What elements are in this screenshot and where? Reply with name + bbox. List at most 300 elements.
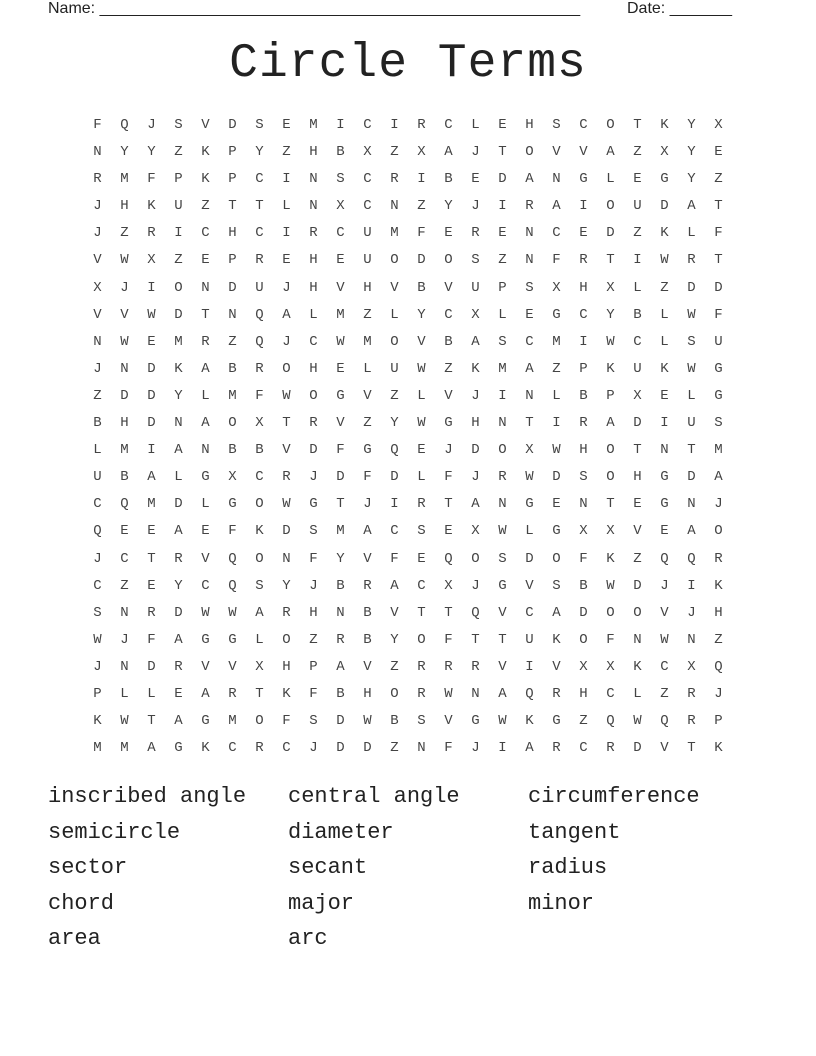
- grid-letter: D: [174, 496, 183, 513]
- grid-letter: F: [444, 740, 453, 757]
- grid-letter: C: [525, 333, 534, 350]
- grid-letter: V: [633, 523, 642, 540]
- grid-letter: W: [606, 333, 615, 350]
- grid-letter: U: [93, 469, 102, 486]
- word-bank-item: circumference: [528, 784, 700, 809]
- grid-letter: T: [714, 252, 723, 269]
- grid-letter: D: [147, 415, 156, 432]
- grid-letter: O: [606, 117, 615, 133]
- grid-letter: C: [606, 685, 615, 702]
- grid-letter: X: [660, 144, 669, 161]
- grid-letter: C: [633, 333, 642, 350]
- grid-letter: A: [282, 306, 291, 323]
- grid-letter: Q: [255, 333, 264, 350]
- grid-letter: N: [471, 685, 480, 702]
- grid-letter: I: [687, 577, 696, 594]
- grid-letter: O: [282, 360, 291, 377]
- grid-letter: H: [228, 225, 237, 242]
- grid-letter: D: [147, 387, 156, 404]
- grid-letter: K: [255, 523, 264, 540]
- grid-letter: C: [282, 740, 291, 757]
- grid-letter: L: [282, 198, 291, 215]
- grid-letter: G: [552, 306, 561, 323]
- grid-letter: H: [309, 144, 318, 161]
- grid-letter: J: [471, 387, 480, 404]
- grid-letter: R: [552, 740, 561, 757]
- grid-letter: B: [228, 360, 237, 377]
- grid-letter: L: [552, 387, 561, 404]
- grid-letter: N: [498, 496, 507, 513]
- grid-letter: V: [525, 577, 534, 594]
- grid-letter: C: [363, 198, 372, 215]
- grid-letter: O: [255, 496, 264, 513]
- grid-letter: G: [714, 360, 723, 377]
- grid-letter: D: [336, 740, 345, 757]
- grid-letter: L: [498, 306, 507, 323]
- grid-letter: S: [309, 713, 318, 730]
- grid-letter: G: [660, 496, 669, 513]
- grid-letter: L: [417, 387, 426, 404]
- grid-letter: N: [660, 442, 669, 459]
- grid-letter: P: [174, 171, 183, 188]
- grid-letter: Z: [390, 144, 399, 161]
- grid-letter: F: [714, 225, 723, 242]
- grid-letter: A: [525, 740, 534, 757]
- grid-letter: Q: [93, 523, 102, 540]
- grid-letter: L: [363, 360, 372, 377]
- grid-letter: D: [147, 658, 156, 675]
- grid-letter: M: [120, 171, 129, 188]
- grid-letter: Z: [390, 387, 399, 404]
- grid-letter: Q: [120, 496, 129, 513]
- grid-letter: P: [228, 171, 237, 188]
- grid-row: [84, 139, 732, 166]
- grid-letter: L: [687, 387, 696, 404]
- grid-letter: R: [174, 658, 183, 675]
- grid-letter: Q: [714, 658, 723, 675]
- grid-letter: I: [552, 415, 561, 432]
- grid-letter: N: [309, 171, 318, 188]
- grid-letter: C: [579, 117, 588, 133]
- grid-letter: R: [336, 631, 345, 648]
- grid-letter: Y: [336, 550, 345, 567]
- grid-letter: K: [660, 117, 669, 133]
- grid-letter: A: [390, 577, 399, 594]
- word-bank-item: secant: [288, 855, 368, 880]
- grid-letter: J: [471, 740, 480, 757]
- grid-letter: R: [444, 658, 453, 675]
- grid-letter: I: [147, 442, 156, 459]
- grid-letter: L: [390, 306, 399, 323]
- grid-letter: K: [174, 360, 183, 377]
- grid-letter: X: [606, 279, 615, 296]
- grid-letter: H: [579, 685, 588, 702]
- grid-row: [84, 491, 732, 518]
- grid-letter: H: [363, 279, 372, 296]
- grid-letter: O: [714, 523, 723, 540]
- grid-letter: V: [228, 658, 237, 675]
- grid-letter: R: [201, 333, 210, 350]
- grid-letter: I: [525, 658, 534, 675]
- grid-letter: O: [606, 469, 615, 486]
- grid-letter: E: [444, 523, 453, 540]
- grid-letter: P: [93, 685, 102, 702]
- grid-letter: K: [660, 225, 669, 242]
- grid-letter: W: [120, 252, 129, 269]
- grid-letter: S: [498, 550, 507, 567]
- grid-letter: O: [255, 550, 264, 567]
- grid-letter: T: [444, 604, 453, 621]
- grid-letter: G: [525, 496, 534, 513]
- grid-letter: Y: [174, 577, 183, 594]
- grid-letter: F: [417, 225, 426, 242]
- grid-letter: V: [579, 144, 588, 161]
- grid-letter: K: [633, 658, 642, 675]
- grid-letter: G: [309, 496, 318, 513]
- grid-letter: A: [336, 658, 345, 675]
- grid-letter: N: [525, 252, 534, 269]
- grid-letter: F: [444, 469, 453, 486]
- word-bank-item: semicircle: [48, 819, 181, 845]
- grid-letter: W: [498, 713, 507, 730]
- grid-letter: V: [444, 713, 453, 730]
- grid-letter: R: [228, 685, 237, 702]
- grid-letter: K: [471, 360, 480, 377]
- grid-letter: E: [282, 252, 291, 269]
- grid-letter: F: [309, 685, 318, 702]
- grid-letter: F: [606, 631, 615, 648]
- grid-letter: N: [552, 171, 561, 188]
- grid-letter: K: [147, 198, 156, 215]
- grid-letter: G: [201, 713, 210, 730]
- grid-letter: Q: [606, 713, 615, 730]
- grid-letter: C: [525, 604, 534, 621]
- grid-letter: E: [471, 171, 480, 188]
- grid-row: [84, 437, 732, 464]
- grid-letter: M: [120, 740, 129, 757]
- grid-row: [84, 247, 732, 274]
- grid-letter: K: [93, 713, 102, 730]
- grid-letter: Z: [120, 225, 129, 242]
- grid-letter: I: [147, 279, 156, 296]
- grid-letter: L: [255, 631, 264, 648]
- grid-letter: J: [93, 658, 102, 675]
- grid-letter: E: [579, 225, 588, 242]
- grid-letter: G: [444, 415, 453, 432]
- grid-letter: J: [120, 279, 129, 296]
- grid-letter: O: [228, 415, 237, 432]
- grid-letter: Z: [417, 198, 426, 215]
- word-bank-item: tangent: [528, 819, 621, 845]
- grid-letter: C: [255, 225, 264, 242]
- grid-letter: T: [417, 604, 426, 621]
- grid-letter: E: [417, 442, 426, 459]
- grid-letter: S: [174, 117, 183, 133]
- word-bank-item: central angle: [288, 784, 460, 809]
- grid-letter: Z: [633, 550, 642, 567]
- grid-letter: W: [120, 713, 129, 730]
- grid-row: [84, 654, 732, 681]
- grid-letter: D: [498, 171, 507, 188]
- grid-letter: A: [174, 713, 183, 730]
- grid-letter: L: [174, 469, 183, 486]
- grid-letter: X: [255, 658, 264, 675]
- grid-letter: B: [579, 387, 588, 404]
- grid-row: [84, 518, 732, 545]
- grid-letter: J: [471, 469, 480, 486]
- grid-letter: S: [552, 577, 561, 594]
- grid-letter: M: [228, 387, 237, 404]
- grid-letter: V: [552, 144, 561, 161]
- grid-letter: A: [471, 333, 480, 350]
- grid-letter: A: [498, 685, 507, 702]
- grid-letter: I: [579, 198, 588, 215]
- grid-letter: H: [579, 442, 588, 459]
- grid-letter: H: [309, 279, 318, 296]
- grid-letter: Z: [552, 360, 561, 377]
- grid-letter: X: [552, 279, 561, 296]
- grid-letter: K: [714, 740, 723, 757]
- grid-letter: N: [525, 225, 534, 242]
- grid-letter: E: [525, 306, 534, 323]
- grid-row: [84, 464, 732, 491]
- grid-letter: S: [255, 117, 264, 133]
- grid-letter: Z: [498, 252, 507, 269]
- grid-letter: W: [336, 333, 345, 350]
- grid-letter: T: [336, 496, 345, 513]
- word-bank-item: radius: [528, 855, 608, 880]
- grid-letter: A: [363, 523, 372, 540]
- grid-letter: S: [255, 577, 264, 594]
- grid-letter: E: [282, 117, 291, 133]
- grid-letter: L: [147, 685, 156, 702]
- grid-letter: H: [309, 360, 318, 377]
- grid-letter: Z: [120, 577, 129, 594]
- grid-letter: V: [660, 740, 669, 757]
- grid-letter: J: [120, 631, 129, 648]
- grid-row: [84, 681, 732, 708]
- grid-letter: J: [363, 496, 372, 513]
- grid-letter: J: [309, 469, 318, 486]
- grid-letter: G: [498, 577, 507, 594]
- grid-letter: E: [552, 496, 561, 513]
- grid-letter: L: [417, 469, 426, 486]
- grid-letter: Q: [228, 550, 237, 567]
- grid-row: [84, 302, 732, 329]
- grid-letter: W: [687, 360, 696, 377]
- grid-letter: O: [498, 442, 507, 459]
- grid-letter: R: [525, 198, 534, 215]
- grid-letter: B: [363, 604, 372, 621]
- grid-letter: P: [309, 658, 318, 675]
- grid-letter: X: [444, 577, 453, 594]
- grid-letter: Q: [390, 442, 399, 459]
- grid-letter: D: [525, 550, 534, 567]
- word-bank-item: arc: [288, 926, 328, 951]
- grid-letter: F: [228, 523, 237, 540]
- grid-letter: D: [147, 360, 156, 377]
- grid-row: [84, 573, 732, 600]
- grid-letter: J: [309, 740, 318, 757]
- grid-letter: T: [687, 740, 696, 757]
- grid-letter: Q: [525, 685, 534, 702]
- grid-letter: Q: [255, 306, 264, 323]
- grid-letter: Z: [93, 387, 102, 404]
- grid-letter: I: [174, 225, 183, 242]
- grid-letter: Q: [687, 550, 696, 567]
- grid-letter: D: [336, 713, 345, 730]
- grid-letter: A: [471, 496, 480, 513]
- grid-letter: Y: [147, 144, 156, 161]
- grid-letter: F: [147, 171, 156, 188]
- grid-letter: E: [174, 685, 183, 702]
- grid-row: [84, 410, 732, 437]
- grid-letter: Y: [390, 415, 399, 432]
- grid-letter: P: [498, 279, 507, 296]
- page-title: Circle Terms: [229, 37, 587, 91]
- grid-row: [84, 193, 732, 220]
- grid-letter: E: [444, 225, 453, 242]
- grid-letter: H: [525, 117, 534, 133]
- grid-letter: O: [390, 685, 399, 702]
- grid-letter: W: [660, 252, 669, 269]
- grid-letter: D: [174, 604, 183, 621]
- grid-letter: G: [714, 387, 723, 404]
- grid-row: [84, 220, 732, 247]
- grid-letter: R: [471, 225, 480, 242]
- grid-letter: G: [363, 442, 372, 459]
- grid-letter: S: [525, 279, 534, 296]
- grid-letter: J: [444, 442, 453, 459]
- grid-letter: J: [147, 117, 156, 133]
- grid-letter: X: [255, 415, 264, 432]
- grid-letter: L: [633, 685, 642, 702]
- grid-letter: Y: [417, 306, 426, 323]
- grid-letter: N: [498, 415, 507, 432]
- grid-letter: D: [390, 469, 399, 486]
- grid-letter: W: [147, 306, 156, 323]
- grid-letter: E: [120, 523, 129, 540]
- grid-letter: X: [228, 469, 237, 486]
- grid-letter: U: [714, 333, 723, 350]
- grid-letter: K: [660, 360, 669, 377]
- grid-letter: V: [498, 604, 507, 621]
- grid-letter: K: [606, 550, 615, 567]
- grid-row: [84, 600, 732, 627]
- grid-letter: I: [390, 117, 399, 133]
- grid-letter: L: [687, 225, 696, 242]
- grid-letter: S: [93, 604, 102, 621]
- grid-letter: O: [525, 144, 534, 161]
- grid-letter: L: [309, 306, 318, 323]
- grid-letter: A: [687, 523, 696, 540]
- grid-letter: S: [714, 415, 723, 432]
- grid-letter: W: [282, 496, 291, 513]
- grid-letter: A: [255, 604, 264, 621]
- grid-letter: O: [579, 631, 588, 648]
- grid-letter: G: [660, 469, 669, 486]
- grid-letter: N: [201, 279, 210, 296]
- grid-letter: P: [606, 387, 615, 404]
- grid-letter: E: [714, 144, 723, 161]
- grid-letter: Z: [390, 740, 399, 757]
- grid-letter: C: [363, 171, 372, 188]
- grid-letter: R: [471, 658, 480, 675]
- grid-letter: W: [228, 604, 237, 621]
- grid-letter: Z: [363, 306, 372, 323]
- grid-letter: P: [714, 713, 723, 730]
- grid-letter: T: [201, 306, 210, 323]
- grid-letter: Z: [309, 631, 318, 648]
- grid-letter: J: [93, 360, 102, 377]
- grid-letter: T: [147, 550, 156, 567]
- grid-letter: H: [633, 469, 642, 486]
- grid-row: [84, 356, 732, 383]
- grid-letter: K: [714, 577, 723, 594]
- grid-letter: V: [363, 658, 372, 675]
- grid-letter: E: [336, 360, 345, 377]
- grid-letter: E: [498, 117, 507, 133]
- grid-letter: M: [336, 523, 345, 540]
- grid-letter: A: [174, 442, 183, 459]
- grid-letter: T: [633, 117, 642, 133]
- grid-row: [84, 166, 732, 193]
- grid-letter: W: [93, 631, 102, 648]
- grid-letter: Z: [201, 198, 210, 215]
- grid-letter: G: [228, 631, 237, 648]
- grid-letter: O: [471, 550, 480, 567]
- grid-letter: O: [282, 631, 291, 648]
- grid-letter: O: [417, 631, 426, 648]
- grid-letter: E: [336, 252, 345, 269]
- grid-letter: D: [228, 279, 237, 296]
- grid-letter: W: [444, 685, 453, 702]
- grid-letter: X: [363, 144, 372, 161]
- grid-letter: D: [120, 387, 129, 404]
- grid-letter: B: [390, 713, 399, 730]
- grid-letter: D: [471, 442, 480, 459]
- grid-letter: H: [471, 415, 480, 432]
- grid-letter: J: [309, 577, 318, 594]
- grid-letter: R: [390, 171, 399, 188]
- grid-letter: G: [201, 631, 210, 648]
- header: [48, 0, 748, 20]
- grid-letter: X: [471, 306, 480, 323]
- grid-letter: C: [444, 306, 453, 323]
- grid-letter: Z: [660, 279, 669, 296]
- grid-row: [84, 112, 732, 139]
- grid-letter: G: [552, 523, 561, 540]
- grid-letter: V: [201, 658, 210, 675]
- grid-letter: C: [579, 306, 588, 323]
- grid-letter: D: [633, 577, 642, 594]
- grid-letter: C: [93, 496, 102, 513]
- grid-letter: A: [147, 740, 156, 757]
- grid-letter: Z: [390, 658, 399, 675]
- grid-letter: V: [201, 117, 210, 133]
- grid-letter: C: [444, 117, 453, 133]
- grid-letter: C: [120, 550, 129, 567]
- grid-letter: D: [606, 225, 615, 242]
- grid-letter: A: [174, 523, 183, 540]
- grid-letter: I: [498, 387, 507, 404]
- grid-letter: T: [255, 198, 264, 215]
- grid-letter: B: [336, 144, 345, 161]
- word-bank-item: minor: [528, 890, 595, 916]
- grid-letter: T: [444, 496, 453, 513]
- grid-letter: T: [498, 144, 507, 161]
- grid-letter: W: [498, 523, 507, 540]
